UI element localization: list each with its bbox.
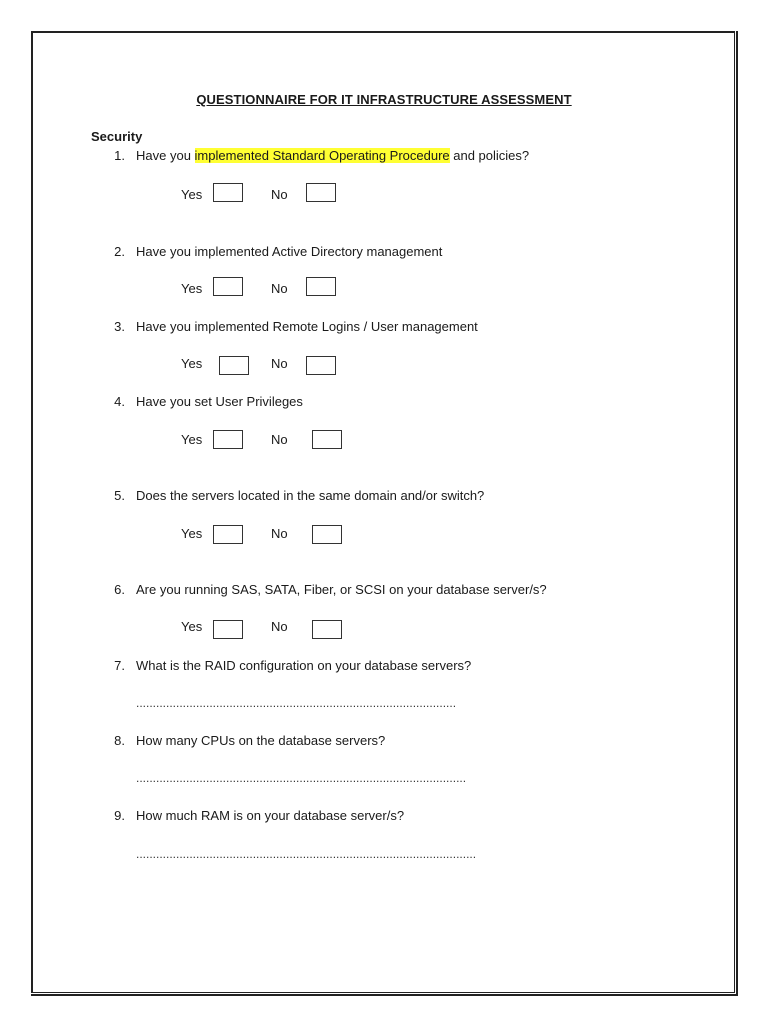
question-text: How many CPUs on the database servers? (136, 733, 386, 748)
question-number: 7. (114, 658, 125, 673)
no-label: No (271, 281, 288, 296)
no-label: No (271, 187, 288, 202)
question-text: Are you running SAS, SATA, Fiber, or SCSI on your database server/s? (136, 582, 547, 597)
question-text: What is the RAID configuration on your database servers? (136, 658, 472, 673)
no-label: No (271, 526, 288, 541)
question-number: 2. (114, 244, 125, 259)
yes-checkbox[interactable] (213, 620, 243, 639)
yes-checkbox[interactable] (213, 525, 243, 544)
question-text: Does the servers located in the same domain and/or switch? (136, 488, 485, 503)
yes-checkbox[interactable] (213, 277, 243, 296)
question-text: Have you set User Privileges (136, 394, 303, 409)
highlighted-text: implemented Standard Operating Procedure (194, 148, 450, 163)
question-text (136, 148, 529, 163)
question-number: 5. (114, 488, 125, 503)
answer-line[interactable]: ................................................................................................ (136, 696, 457, 710)
question-text-pre: Have you (136, 148, 195, 163)
question-number: 8. (114, 733, 125, 748)
yes-label: Yes (181, 356, 203, 371)
question-text: Have you implemented Active Directory management (136, 244, 443, 259)
no-label: No (271, 432, 288, 447)
question-text: Have you implemented Remote Logins / User management (136, 319, 478, 334)
question-text-post: and policies? (449, 148, 530, 163)
question-number: 4. (114, 394, 125, 409)
yes-checkbox[interactable] (213, 183, 243, 202)
yes-label: Yes (181, 187, 203, 202)
document-title: QUESTIONNAIRE FOR IT INFRASTRUCTURE ASSESSMENT (196, 92, 572, 107)
no-checkbox[interactable] (312, 430, 342, 449)
answer-line[interactable]: ................................................................................................... (136, 771, 467, 785)
question-number: 3. (114, 319, 125, 334)
question-number: 6. (114, 582, 125, 597)
yes-checkbox[interactable] (213, 430, 243, 449)
yes-label: Yes (181, 526, 203, 541)
no-label: No (271, 356, 288, 371)
question-text: How much RAM is on your database server/s? (136, 808, 405, 823)
section-heading: Security (91, 129, 143, 144)
no-checkbox[interactable] (312, 620, 342, 639)
no-checkbox[interactable] (306, 356, 336, 375)
yes-checkbox[interactable] (219, 356, 249, 375)
answer-line[interactable]: ...................................................................................................... (136, 847, 477, 861)
yes-label: Yes (181, 281, 203, 296)
no-label: No (271, 619, 288, 634)
question-number: 9. (114, 808, 125, 823)
question-number: 1. (114, 148, 125, 163)
yes-label: Yes (181, 619, 203, 634)
yes-label: Yes (181, 432, 203, 447)
no-checkbox[interactable] (306, 277, 336, 296)
no-checkbox[interactable] (306, 183, 336, 202)
no-checkbox[interactable] (312, 525, 342, 544)
